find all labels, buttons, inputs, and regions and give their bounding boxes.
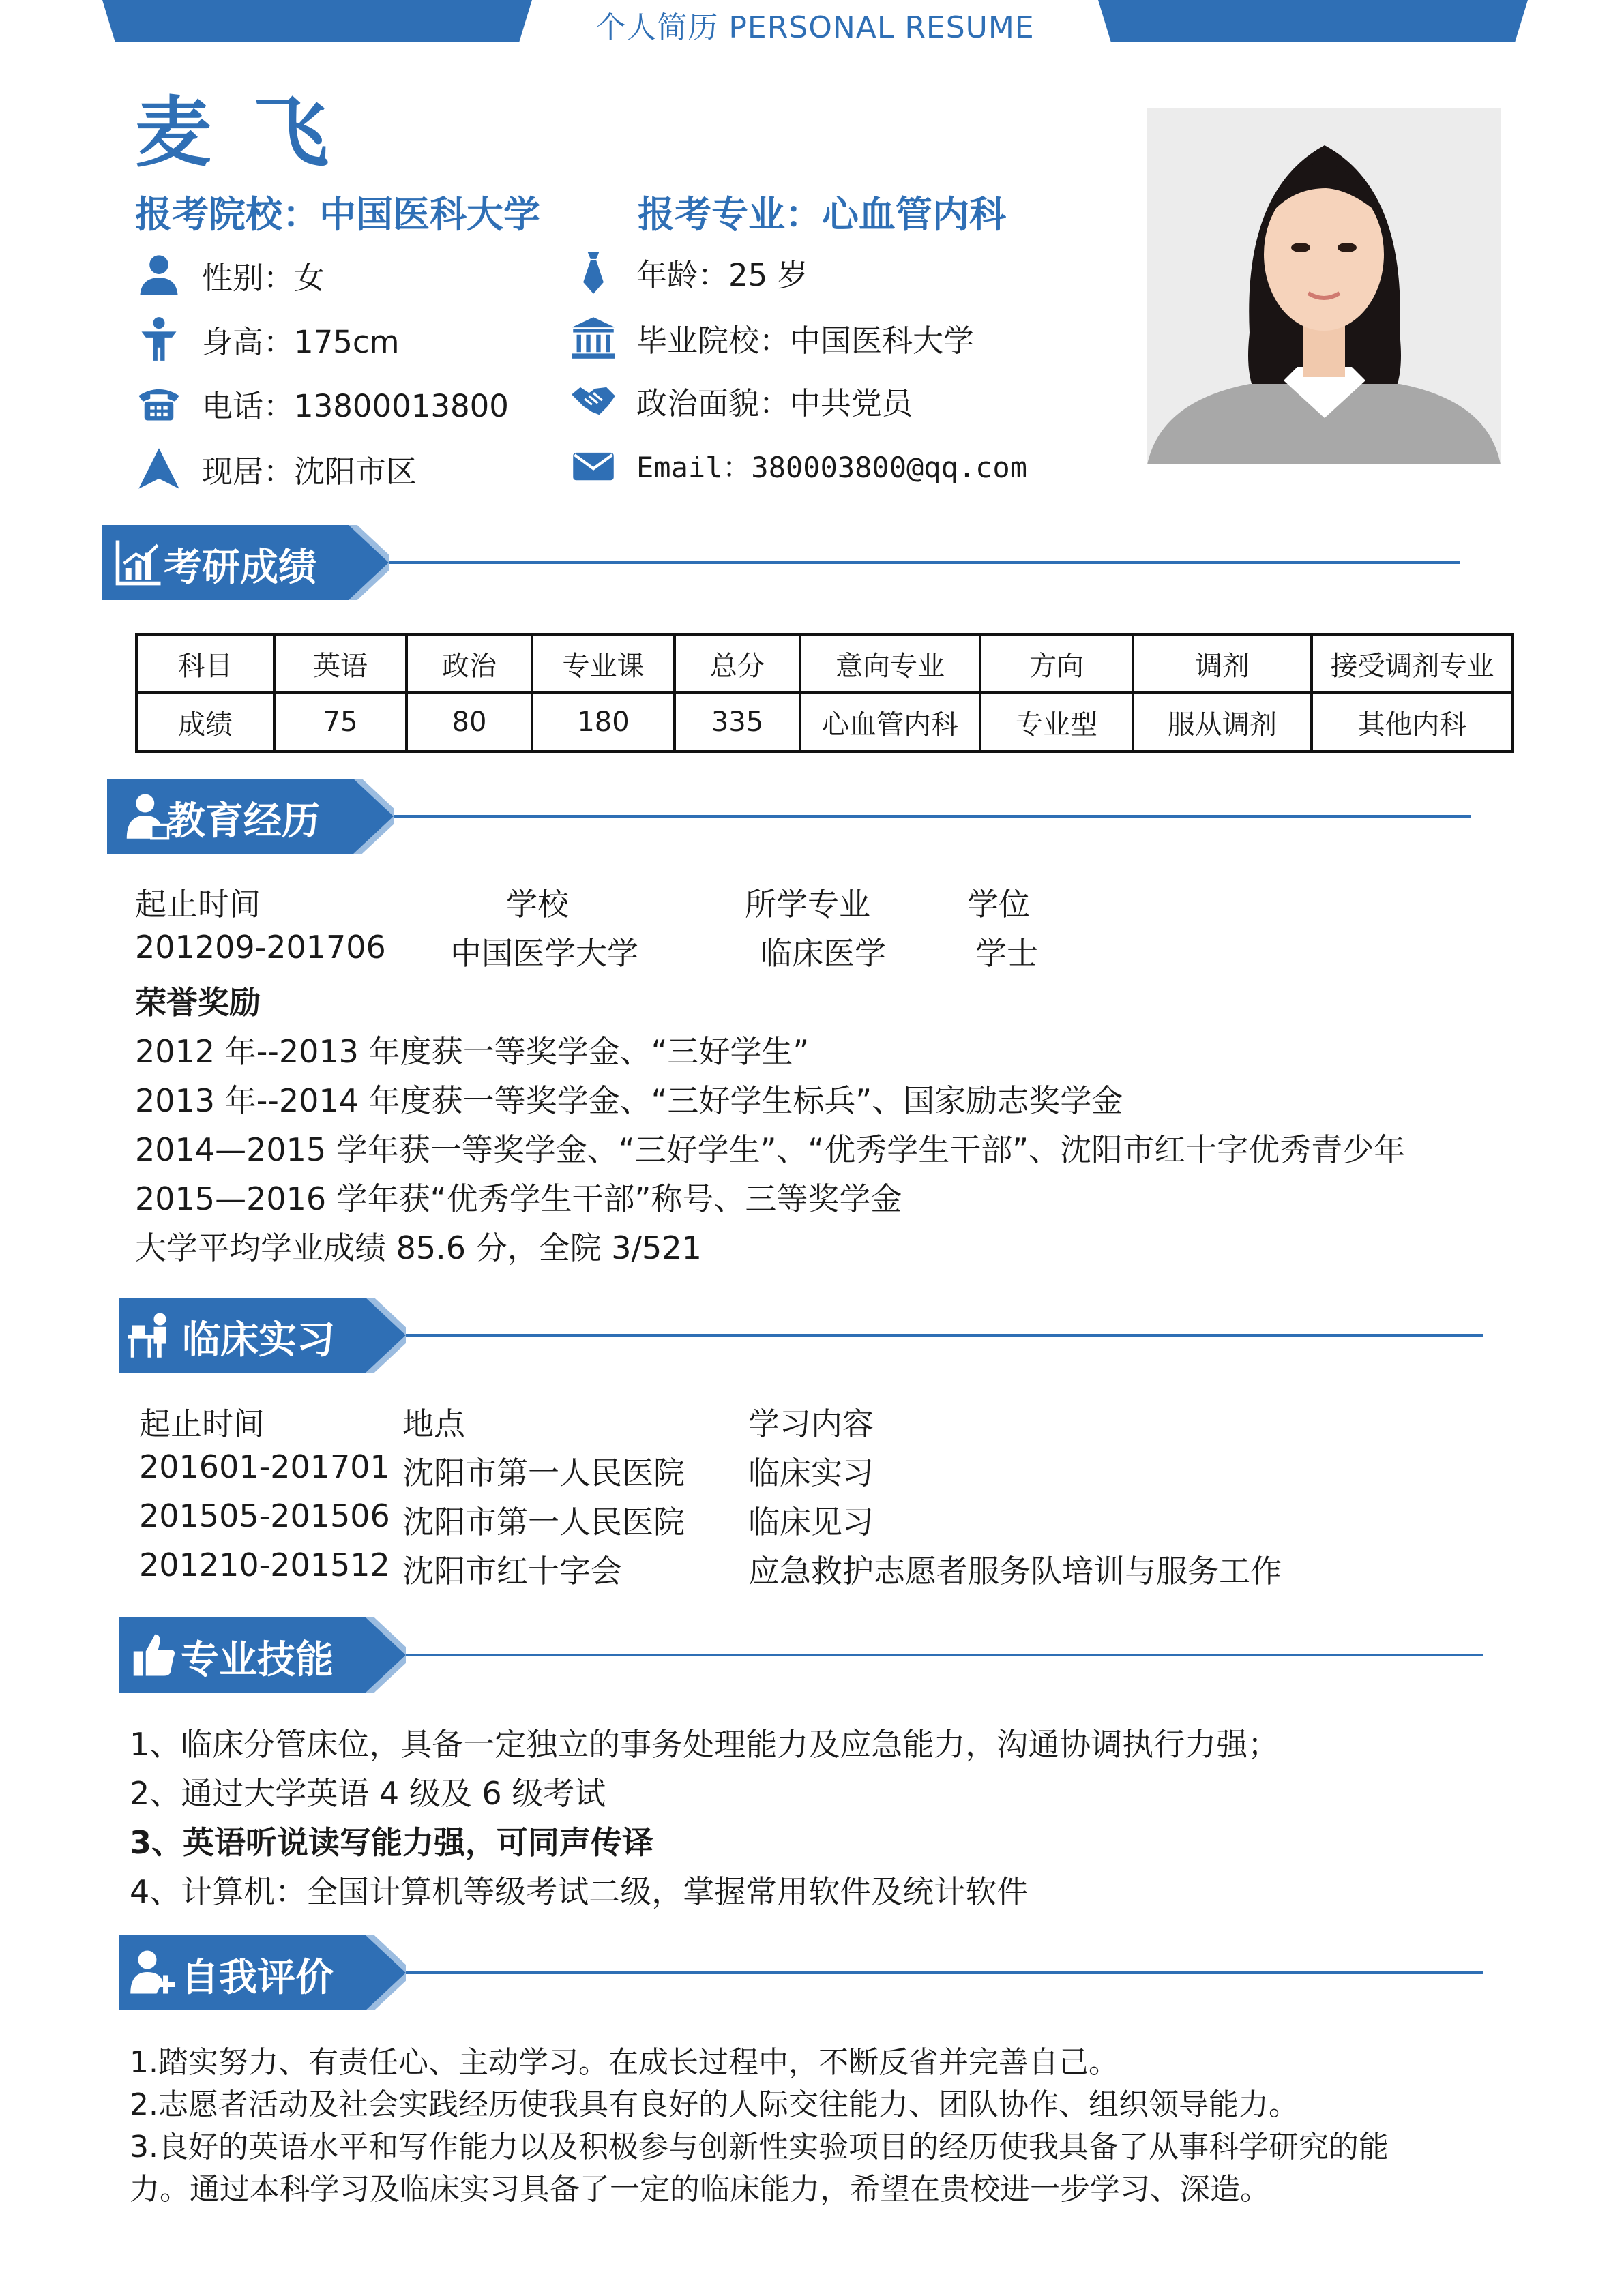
clinical-row-period: 201601-201701 <box>139 1448 390 1485</box>
section-header-evaluation <box>119 1935 1545 2010</box>
section-header-clinical <box>119 1298 1545 1373</box>
profile-photo <box>1147 108 1501 464</box>
scores-cell: 180 <box>532 693 675 751</box>
info-school <box>570 314 974 361</box>
honor-item: 2015—2016 学年获“优秀学生干部”称号、三等奖学金 <box>135 1180 902 1217</box>
info-height <box>135 315 399 363</box>
skill-item: 3、英语听说读写能力强，可同声传译 <box>130 1824 654 1861</box>
edu-header-period: 起止时间 <box>135 886 261 923</box>
email-text: Email：380003800@qq.com <box>636 451 1028 484</box>
candidate-name: 麦飞 <box>135 89 370 177</box>
info-phone <box>135 379 509 427</box>
clinical-row-content: 应急救护志愿者服务队培训与服务工作 <box>748 1553 1282 1590</box>
scores-table <box>135 633 1514 753</box>
scores-cell: 专业课 <box>532 634 675 693</box>
location-arrow-icon <box>135 445 183 492</box>
section-rule <box>389 561 1460 564</box>
header-banner-left <box>102 0 532 42</box>
evaluation-item: 2.志愿者活动及社会实践经历使我具有良好的人际交往能力、团队协作、组织领导能力。 <box>130 2087 1299 2122</box>
phone-icon <box>135 379 183 427</box>
scores-cell: 专业型 <box>980 693 1133 751</box>
residence-text: 现居：沈阳市区 <box>202 453 417 490</box>
honor-item: 2012 年--2013 年度获一等奖学金、“三好学生” <box>135 1033 810 1070</box>
thumbs-up-icon <box>129 1630 178 1679</box>
clinical-row-content: 临床实习 <box>748 1455 874 1491</box>
section-title-clinical: 临床实习 <box>182 1318 335 1362</box>
target-major: 报考专业：心血管内科 <box>638 193 1006 236</box>
school-text: 毕业院校：中国医科大学 <box>636 322 975 359</box>
skill-item: 4、计算机：全国计算机等级考试二级，掌握常用软件及统计软件 <box>130 1873 1029 1910</box>
clinical-header-period: 起止时间 <box>139 1405 265 1442</box>
section-title-skills: 专业技能 <box>181 1638 334 1682</box>
honor-item: 大学平均学业成绩 85.6 分，全院 3/521 <box>135 1229 702 1266</box>
scores-cell: 75 <box>274 693 407 751</box>
header-banner-right <box>1098 0 1528 42</box>
info-age <box>570 248 808 296</box>
clinical-header-place: 地点 <box>402 1405 465 1442</box>
height-text: 身高：175cm <box>202 323 400 360</box>
edu-header-degree: 学位 <box>967 886 1030 923</box>
handshake-icon <box>570 376 617 424</box>
scores-cell: 科目 <box>136 634 274 693</box>
tie-icon <box>570 248 617 296</box>
honors-title: 荣誉奖励 <box>135 984 261 1021</box>
clinical-header-content: 学习内容 <box>748 1405 874 1442</box>
skill-item: 2、通过大学英语 4 级及 6 级考试 <box>130 1775 606 1812</box>
section-rule <box>406 1971 1483 1974</box>
scores-cell: 政治 <box>407 634 532 693</box>
desk-worker-icon <box>126 1310 175 1359</box>
figure-icon <box>135 315 183 363</box>
honor-item: 2013 年--2014 年度获一等奖学金、“三好学生标兵”、国家励志奖学金 <box>135 1082 1123 1119</box>
evaluation-item: 1.踏实努力、有责任心、主动学习。在成长过程中，不断反省并完善自己。 <box>130 2045 1119 2080</box>
evaluation-item: 力。通过本科学习及临床实习具备了一定的临床能力，希望在贵校进一步学习、深造。 <box>130 2172 1270 2207</box>
info-gender <box>135 251 325 299</box>
scores-cell: 接受调剂专业 <box>1312 634 1513 693</box>
scores-cell: 意向专业 <box>800 634 980 693</box>
section-rule <box>406 1654 1483 1656</box>
scores-cell: 调剂 <box>1133 634 1312 693</box>
honor-item: 2014—2015 学年获一等奖学金、“三好学生”、“优秀学生干部”、沈阳市红十字优秀青少年 <box>135 1131 1406 1168</box>
building-icon <box>570 314 617 361</box>
edu-header-school: 学校 <box>506 886 569 923</box>
evaluation-item: 3.良好的英语水平和写作能力以及积极参与创新性实验项目的经历使我具备了从事科学研究的能 <box>130 2130 1389 2164</box>
age-text: 年龄：25 岁 <box>636 256 808 293</box>
add-user-icon <box>129 1948 178 1997</box>
clinical-row-place: 沈阳市第一人民医院 <box>402 1504 685 1540</box>
scores-cell: 总分 <box>675 634 800 693</box>
scores-value-row <box>136 693 1513 751</box>
edu-row-period: 201209-201706 <box>135 929 386 966</box>
header-title: 个人简历 PERSONAL RESUME <box>595 10 1035 45</box>
section-title-scores: 考研成绩 <box>164 546 316 590</box>
clinical-row-content: 临床见习 <box>748 1504 874 1540</box>
scores-cell: 其他内科 <box>1312 693 1513 751</box>
person-icon <box>135 251 183 299</box>
clinical-row-period: 201210-201512 <box>139 1547 390 1583</box>
section-rule <box>406 1334 1483 1337</box>
section-header-skills <box>119 1617 1545 1693</box>
section-rule <box>394 815 1471 818</box>
info-email <box>570 442 1027 490</box>
student-icon <box>122 791 171 840</box>
skill-item: 1、临床分管床位，具备一定独立的事务处理能力及应急能力，沟通协调执行力强； <box>130 1726 1280 1763</box>
clinical-row-period: 201505-201506 <box>139 1497 390 1534</box>
mail-icon <box>570 442 617 490</box>
section-title-education: 教育经历 <box>167 799 320 844</box>
scores-cell: 80 <box>407 693 532 751</box>
edu-header-major: 所学专业 <box>745 886 870 923</box>
target-school: 报考院校：中国医科大学 <box>135 193 540 236</box>
edu-row-school: 中国医学大学 <box>450 935 638 972</box>
scores-cell: 心血管内科 <box>800 693 980 751</box>
edu-row-degree: 学士 <box>975 935 1038 972</box>
edu-row-major: 临床医学 <box>761 935 886 972</box>
clinical-row-place: 沈阳市第一人民医院 <box>402 1455 685 1491</box>
scores-cell: 英语 <box>274 634 407 693</box>
scores-cell: 335 <box>675 693 800 751</box>
section-header-scores <box>102 525 1528 600</box>
bar-chart-icon <box>115 537 164 586</box>
info-politics <box>570 376 913 424</box>
info-residence <box>135 445 417 492</box>
phone-text: 电话：13800013800 <box>202 387 509 424</box>
scores-cell: 方向 <box>980 634 1133 693</box>
section-title-evaluation: 自我评价 <box>181 1956 334 2000</box>
scores-cell: 服从调剂 <box>1133 693 1312 751</box>
clinical-row-place: 沈阳市红十字会 <box>402 1553 622 1590</box>
scores-cell: 成绩 <box>136 693 274 751</box>
scores-header-row <box>136 634 1513 693</box>
politics-text: 政治面貌：中共党员 <box>636 385 913 421</box>
section-header-education <box>107 779 1533 854</box>
gender-text: 性别：女 <box>202 259 325 296</box>
